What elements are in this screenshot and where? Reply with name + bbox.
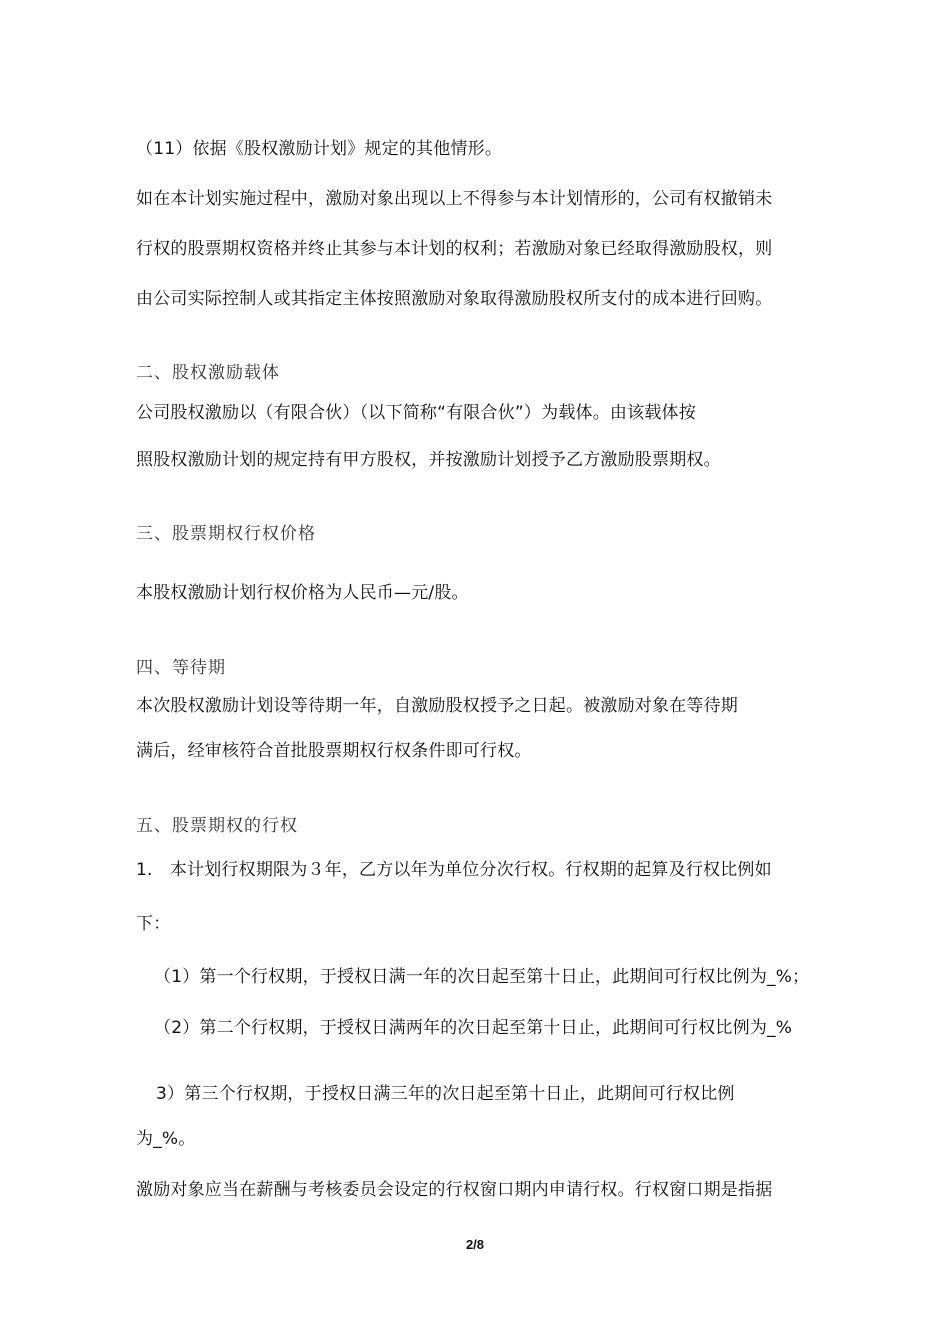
section-heading-4: 四、等待期 <box>136 658 226 678</box>
paragraph-line: 由公司实际控制人或其指定主体按照激励对象取得激励股权所支付的成本进行回购。 <box>136 289 773 309</box>
section-heading-5: 五、股票期权的行权 <box>136 816 298 836</box>
exercise-period-1: （1）第一个行权期，于授权日满一年的次日起至第十日止，此期间可行权比例为_%； <box>154 967 810 987</box>
paragraph-line: 公司股权激励以（有限合伙）（以下简称“有限合伙”）为载体。由该载体按 <box>136 403 696 423</box>
clause-11: （11）依据《股权激励计划》规定的其他情形。 <box>136 139 503 159</box>
list-item-1: 1. 本计划行权期限为３年，乙方以年为单位分次行权。行权期的起算及行权比例如 <box>136 860 772 880</box>
page-number: 2/8 <box>465 1237 485 1252</box>
exercise-period-2: （2）第二个行权期，于授权日满两年的次日起至第十日止，此期间可行权比例为_% <box>154 1018 793 1038</box>
paragraph-line: 本次股权激励计划设等待期一年，自激励股权授予之日起。被激励对象在等待期 <box>136 696 738 716</box>
paragraph-line: 本股权激励计划行权价格为人民币—元/股。 <box>136 583 469 603</box>
paragraph-line: 行权的股票期权资格并终止其参与本计划的权利；若激励对象已经取得激励股权，则 <box>136 239 773 259</box>
paragraph-line: 满后，经审核符合首批股票期权行权条件即可行权。 <box>136 741 532 761</box>
paragraph-line: 下： <box>136 914 171 934</box>
exercise-period-3: 3）第三个行权期，于授权日满三年的次日起至第十日止，此期间可行权比例 <box>156 1084 735 1104</box>
section-heading-2: 二、股权激励载体 <box>136 363 280 383</box>
paragraph-line: 为_%。 <box>136 1129 196 1149</box>
paragraph-line: 如在本计划实施过程中，激励对象出现以上不得参与本计划情形的，公司有权撤销未 <box>136 189 773 209</box>
section-heading-3: 三、股票期权行权价格 <box>136 524 316 544</box>
paragraph-line: 激励对象应当在薪酬与考核委员会设定的行权窗口期内申请行权。行权窗口期是指据 <box>136 1180 773 1200</box>
paragraph-line: 照股权激励计划的规定持有甲方股权，并按激励计划授予乙方激励股票期权。 <box>136 450 721 470</box>
